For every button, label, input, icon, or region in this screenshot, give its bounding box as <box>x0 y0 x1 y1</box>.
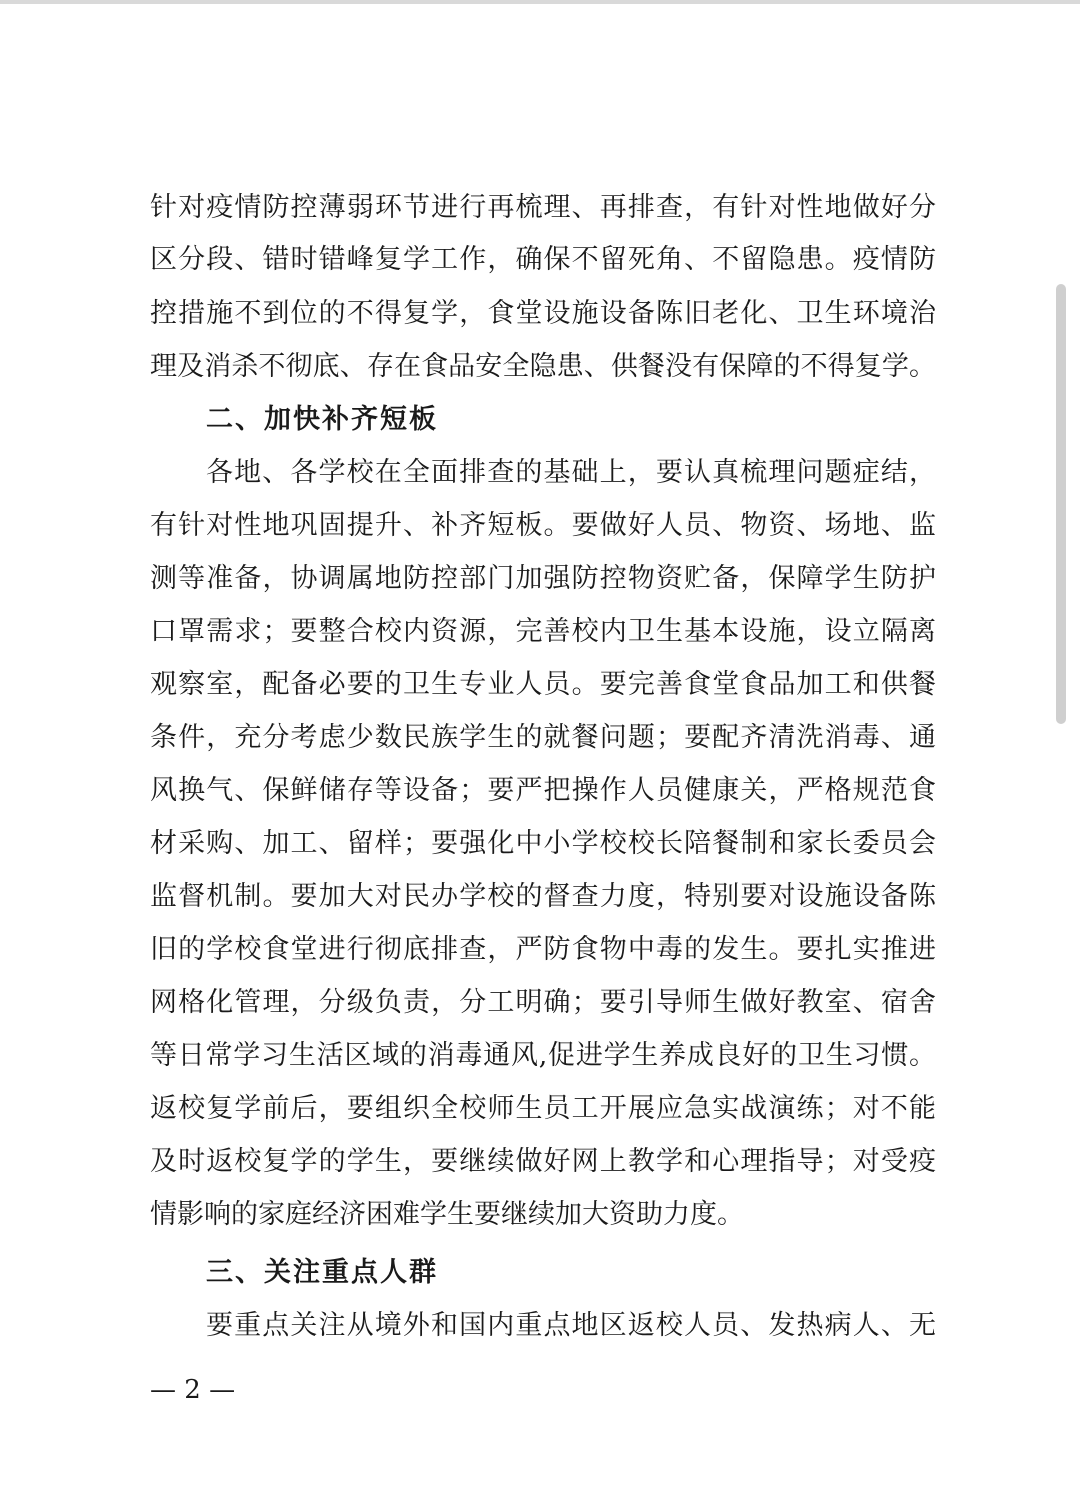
paragraph-line: 针对疫情防控薄弱环节进行再梳理、再排查，有针对性地做好分 <box>150 192 936 223</box>
section-heading: 二、加快补齐短板 <box>206 404 438 435</box>
paragraph-line: 有针对性地巩固提升、补齐短板。要做好人员、物资、场地、监 <box>150 510 936 541</box>
paragraph-line: 条件，充分考虑少数民族学生的就餐问题；要配齐清洗消毒、通 <box>150 722 936 753</box>
paragraph-line: 口罩需求；要整合校内资源，完善校内卫生基本设施，设立隔离 <box>150 616 936 647</box>
paragraph-line: 区分段、错时错峰复学工作，确保不留死角、不留隐患。疫情防 <box>150 244 936 275</box>
paragraph-line: 风换气、保鲜储存等设备；要严把操作人员健康关，严格规范食 <box>150 775 936 806</box>
paragraph-line: 返校复学前后，要组织全校师生员工开展应急实战演练；对不能 <box>150 1093 936 1124</box>
paragraph-line: 理及消杀不彻底、存在食品安全隐患、供餐没有保障的不得复学。 <box>150 351 936 382</box>
paragraph-line: 观察室，配备必要的卫生专业人员。要完善食堂食品加工和供餐 <box>150 669 936 700</box>
paragraph-line: 控措施不到位的不得复学，食堂设施设备陈旧老化、卫生环境治 <box>150 298 936 329</box>
paragraph-line: 等日常学习生活区域的消毒通风,促进学生养成良好的卫生习惯。 <box>150 1040 936 1071</box>
paragraph-line: 要重点关注从境外和国内重点地区返校人员、发热病人、无 <box>206 1310 936 1341</box>
paragraph-line: 监督机制。要加大对民办学校的督查力度，特别要对设施设备陈 <box>150 881 936 912</box>
paragraph-line: 材采购、加工、留样；要强化中小学校校长陪餐制和家长委员会 <box>150 828 936 859</box>
paragraph-line: 旧的学校食堂进行彻底排查，严防食物中毒的发生。要扎实推进 <box>150 934 936 965</box>
paragraph-line: 情影响的家庭经济困难学生要继续加大资助力度。 <box>150 1199 744 1230</box>
paragraph-line: 网格化管理，分级负责，分工明确；要引导师生做好教室、宿舍 <box>150 987 936 1018</box>
paragraph-line: 各地、各学校在全面排查的基础上，要认真梳理问题症结， <box>206 457 936 488</box>
page-number: — 2 — <box>150 1375 236 1405</box>
vertical-scrollbar[interactable] <box>1056 284 1066 724</box>
paragraph-line: 及时返校复学的学生，要继续做好网上教学和心理指导；对受疫 <box>150 1146 936 1177</box>
paragraph-line: 测等准备，协调属地防控部门加强防控物资贮备，保障学生防护 <box>150 563 936 594</box>
section-heading: 三、关注重点人群 <box>206 1257 438 1288</box>
